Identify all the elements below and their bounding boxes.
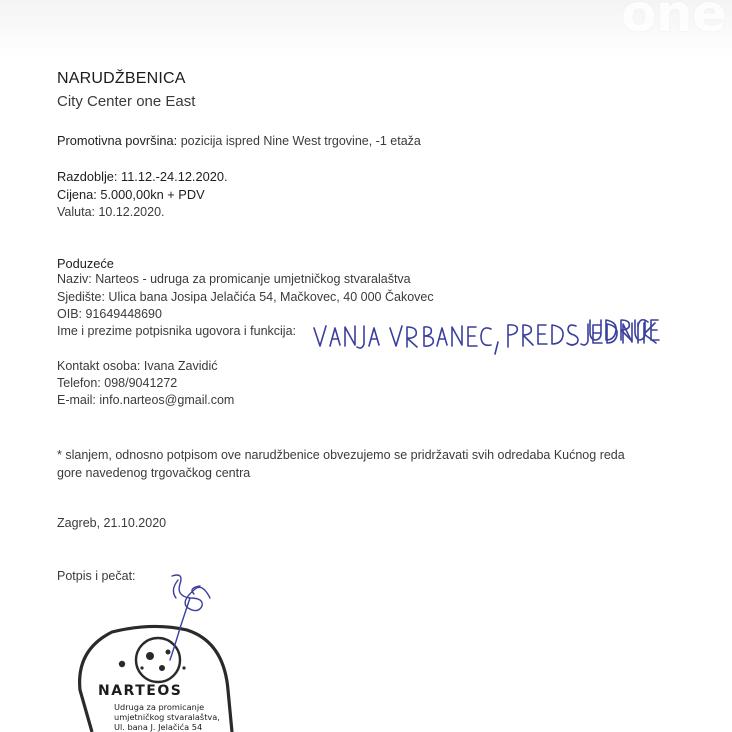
document-title: NARUDŽBENICA — [57, 70, 186, 87]
stamp-line-2: umjetničkog stvaralaštva, — [114, 712, 220, 722]
promo-label: Promotivna površina: — [57, 133, 178, 148]
place-date: Zagreb, 21.10.2020 — [57, 516, 167, 530]
company-oib: OIB: 91649448690 — [57, 307, 162, 321]
stamp-name: NARTEOS — [98, 683, 183, 699]
contact-person: Kontakt osoba: Ivana Zavidić — [57, 359, 218, 373]
promo-line — [57, 133, 421, 148]
stamp-line-1: Udruga za promicanje — [114, 702, 205, 712]
brand-watermark: one — [620, 0, 726, 44]
period-line: Razdoblje: 11.12.-24.12.2020. — [57, 169, 228, 184]
signatory-label: Ime i prezime potpisnika ugovora i funkcija: — [57, 324, 297, 338]
stamp-line-3: Ul. bana J. Jelačića 54 — [114, 722, 203, 732]
promo-value: pozicija ispred Nine West trgovine, -1 etaža — [180, 134, 421, 148]
document-subtitle: City Center one East — [57, 93, 196, 110]
price-line: Cijena: 5.000,00kn + PDV — [57, 187, 205, 202]
signature-label: Potpis i pečat: — [57, 569, 136, 583]
contact-email: E-mail: info.narteos@gmail.com — [57, 393, 235, 407]
contact-phone: Telefon: 098/9041272 — [57, 376, 178, 390]
handwritten-signature — [150, 568, 230, 664]
handwritten-signatory-end — [588, 312, 660, 348]
note-line-1: * slanjem, odnosno potpisom ove narudžbenice obvezujemo se pridržavati svih odredaba Kućnog reda — [57, 448, 625, 462]
note-line-2: gore navedenog trgovačkog centra — [57, 466, 251, 480]
company-name: Naziv: Narteos - udruga za promicanje umjetničkog stvaralaštva — [57, 272, 411, 286]
company-address: Sjedište: Ulica bana Josipa Jelačića 54, Mačkovec, 40 000 Čakovec — [57, 290, 434, 304]
currency-line: Valuta: 10.12.2020. — [57, 205, 165, 219]
company-heading: Poduzeće — [57, 256, 114, 271]
